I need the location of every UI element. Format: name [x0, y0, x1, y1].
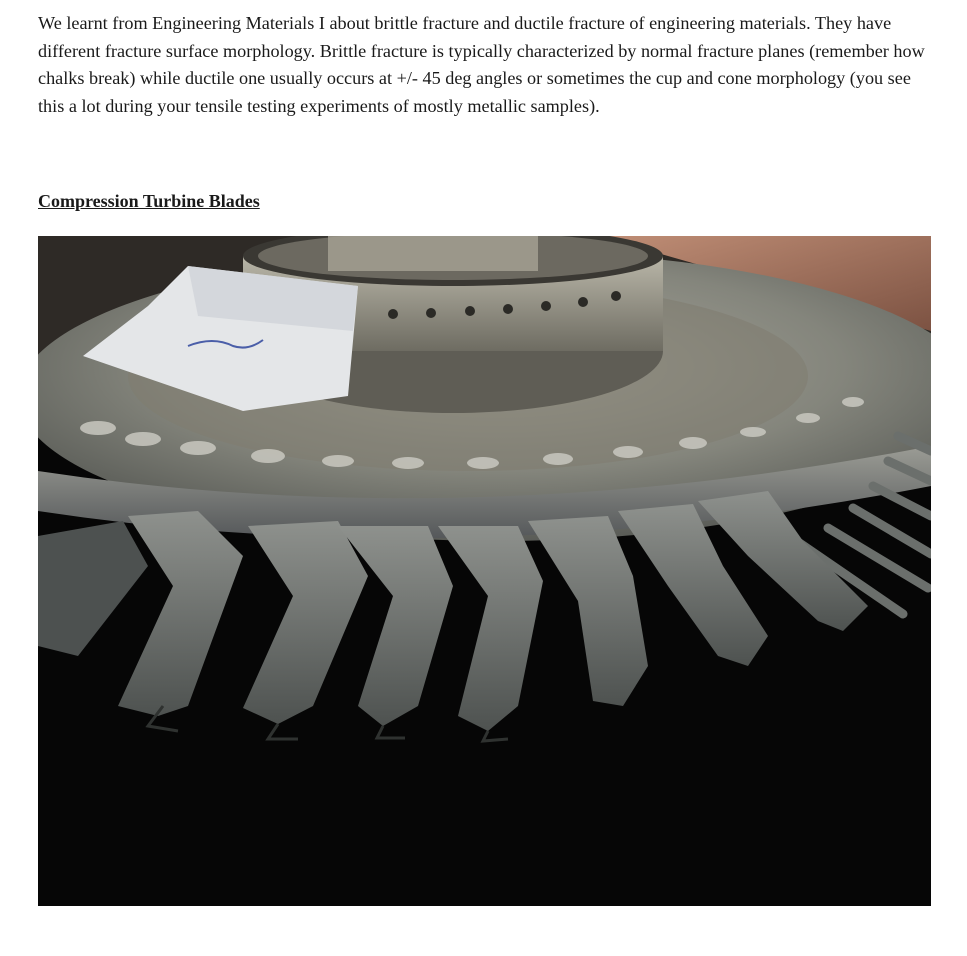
turbine-blade-photo — [38, 236, 931, 906]
intro-paragraph: We learnt from Engineering Materials I about brittle fracture and ductile fracture of engineering materials. They have different fracture surface morphology. Brittle fracture is typically characterized by normal fracture planes (remember how chalks break) while ductile one usually occurs at +/- 45 deg angles or sometimes the cup and cone morphology (you see this a lot during your tensile testing experiments of mostly metallic samples). — [38, 13, 925, 116]
section-heading: Compression Turbine Blades — [38, 191, 260, 211]
hub-shaft — [328, 236, 538, 271]
turbine-photo-illustration — [38, 236, 931, 906]
